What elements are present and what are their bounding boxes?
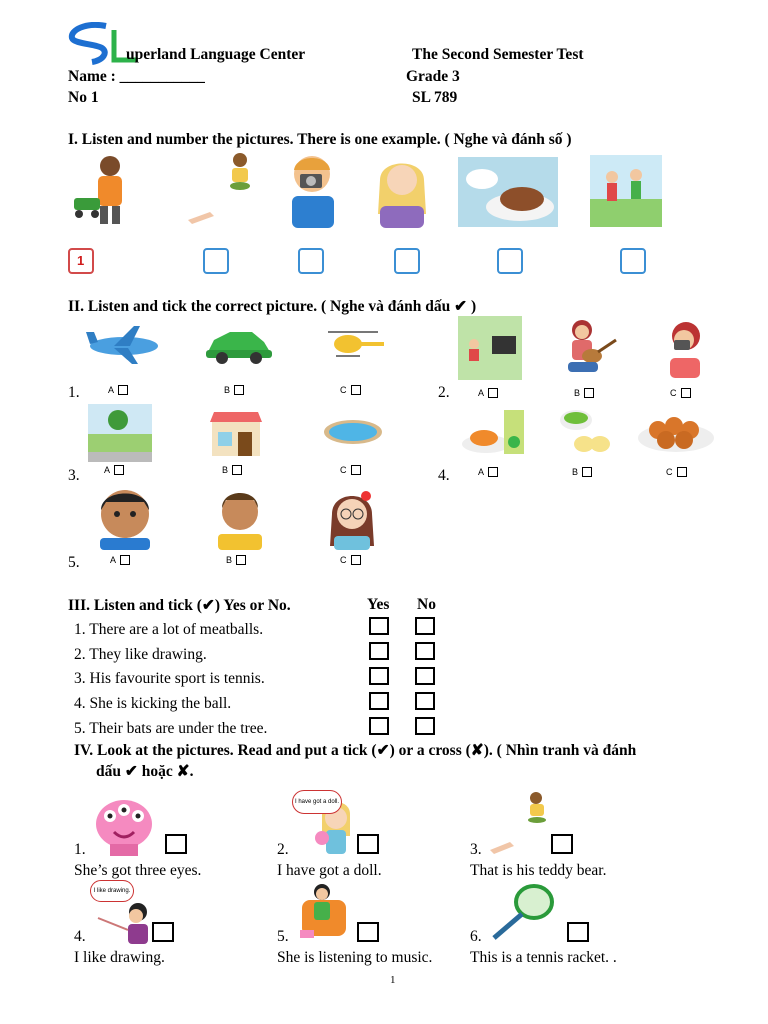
q2-option-a[interactable] (478, 388, 498, 398)
speech-bubble-doll: I have got a doll. (292, 790, 342, 814)
q4-option-a[interactable] (478, 467, 498, 477)
answer-box-2[interactable] (203, 248, 229, 274)
p2-checkbox[interactable] (357, 834, 379, 854)
section-4-title: IV. Look at the pictures. Read and put a tick (✔) or a cross (✘). ( Nhìn tranh và đánh (74, 742, 637, 759)
speech-bubble-drawing: I like drawing. (90, 880, 134, 902)
option-label: A (110, 555, 117, 565)
answer-box-6[interactable] (620, 248, 646, 274)
boy-with-toy-car-picture (70, 152, 140, 228)
section-3-title: III. Listen and tick (✔) Yes or No. (68, 597, 291, 614)
p1-number: 1. (74, 841, 86, 858)
test-title: The Second Semester Test (412, 46, 584, 63)
q1-option-b[interactable] (224, 385, 244, 395)
statement-2: 2. They like drawing. (74, 646, 207, 663)
option-label: B (574, 388, 581, 398)
no-checkbox-5[interactable] (415, 717, 435, 735)
grade-label: Grade 3 (406, 68, 460, 85)
girl-guitar-picture (560, 316, 622, 382)
q4-option-b[interactable] (572, 467, 592, 477)
blonde-girl-picture (370, 154, 434, 228)
q2-option-b[interactable] (574, 388, 594, 398)
option-label: C (340, 555, 347, 565)
p6-checkbox[interactable] (567, 922, 589, 942)
option-label: A (478, 388, 485, 398)
p5-checkbox[interactable] (357, 922, 379, 942)
pointing-at-teddy-bear-picture (488, 790, 552, 854)
q4-option-c[interactable] (666, 467, 687, 477)
p2-number: 2. (277, 841, 289, 858)
no-checkbox-2[interactable] (415, 642, 435, 660)
yes-checkbox-1[interactable] (369, 617, 389, 635)
pink-monster-picture (88, 786, 160, 856)
section-1-title: I. Listen and number the pictures. There is one example. ( Nghe và đánh số ) (68, 131, 572, 148)
page-number: 1 (390, 974, 396, 986)
vegetables-and-eggs-picture (556, 404, 616, 456)
answer-box-3[interactable] (298, 248, 324, 274)
p1-sentence: She’s got three eyes. (74, 862, 202, 879)
q5-number: 5. (68, 554, 80, 571)
meatballs-picture (636, 404, 716, 456)
option-label: A (108, 385, 115, 395)
p5-sentence: She is listening to music. (277, 949, 433, 966)
pointing-at-teddy-picture (184, 150, 258, 228)
tennis-racket-picture (488, 880, 560, 942)
girl-glasses-picture (324, 486, 380, 550)
statement-3: 3. His favourite sport is tennis. (74, 670, 265, 687)
option-label: A (104, 465, 111, 475)
option-label: C (340, 385, 347, 395)
watching-tv-picture (458, 316, 522, 380)
p5-number: 5. (277, 928, 289, 945)
example-number: 1 (77, 253, 85, 268)
q3-option-c[interactable] (340, 465, 361, 475)
option-label: B (222, 465, 229, 475)
statement-1: 1. There are a lot of meatballs. (74, 621, 264, 638)
section-4-title-line2: dấu ✔ hoặc ✘. (96, 763, 194, 780)
school-name: uperland Language Center (126, 46, 306, 63)
q1-option-c[interactable] (340, 385, 361, 395)
no-checkbox-3[interactable] (415, 667, 435, 685)
q3-option-b[interactable] (222, 465, 242, 475)
yes-checkbox-5[interactable] (369, 717, 389, 735)
option-label: C (670, 388, 677, 398)
option-label: B (572, 467, 579, 477)
test-number: No 1 (68, 89, 99, 106)
shop-picture (208, 408, 264, 458)
no-checkbox-1[interactable] (415, 617, 435, 635)
statement-4: 4. She is kicking the ball. (74, 695, 232, 712)
boy-brown-hair-picture (210, 486, 270, 550)
q3-option-a[interactable] (104, 465, 124, 475)
q5-option-c[interactable] (340, 555, 361, 565)
example-answer-box (68, 248, 94, 274)
yes-header: Yes (367, 596, 390, 613)
q5-option-a[interactable] (110, 555, 130, 565)
p2-sentence: I have got a doll. (277, 862, 382, 879)
q1-number: 1. (68, 384, 80, 401)
p6-number: 6. (470, 928, 482, 945)
p4-number: 4. (74, 928, 86, 945)
answer-box-4[interactable] (394, 248, 420, 274)
p1-checkbox[interactable] (165, 834, 187, 854)
helicopter-picture (318, 328, 386, 362)
yes-checkbox-3[interactable] (369, 667, 389, 685)
q5-option-b[interactable] (226, 555, 246, 565)
p6-sentence: This is a tennis racket. . (470, 949, 617, 966)
sl-code: SL 789 (412, 89, 458, 106)
q1-option-a[interactable] (108, 385, 128, 395)
no-header: No (417, 596, 436, 613)
girl-in-armchair-picture (294, 880, 350, 942)
p4-checkbox[interactable] (152, 922, 174, 942)
q2-number: 2. (438, 384, 450, 401)
girl-camera-picture (660, 318, 710, 380)
option-label: C (666, 467, 673, 477)
yes-checkbox-4[interactable] (369, 692, 389, 710)
p3-sentence: That is his teddy bear. (470, 862, 607, 879)
yes-checkbox-2[interactable] (369, 642, 389, 660)
option-label: B (226, 555, 233, 565)
green-car-picture (204, 326, 274, 366)
kids-running-picture (590, 155, 662, 227)
option-label: C (340, 465, 347, 475)
p4-sentence: I like drawing. (74, 949, 165, 966)
name-field[interactable]: Name : ___________ (68, 68, 205, 85)
airplane-picture (84, 322, 160, 366)
statement-5: 5. Their bats are under the tree. (74, 720, 268, 737)
option-label: A (478, 467, 485, 477)
answer-box-5[interactable] (497, 248, 523, 274)
q4-number: 4. (438, 467, 450, 484)
no-checkbox-4[interactable] (415, 692, 435, 710)
rice-and-meat-picture (458, 157, 558, 227)
q2-option-c[interactable] (670, 388, 691, 398)
option-label: B (224, 385, 231, 395)
section-2-title: II. Listen and tick the correct picture. ( Nghe và đánh dấu ✔ ) (68, 298, 477, 315)
p3-checkbox[interactable] (551, 834, 573, 854)
p3-number: 3. (470, 841, 482, 858)
boy-black-hair-picture (88, 484, 162, 550)
q3-number: 3. (68, 467, 80, 484)
boy-with-camera-picture (282, 152, 344, 228)
park-picture (88, 404, 152, 462)
juice-and-food-picture (460, 404, 530, 460)
pool-picture (322, 416, 384, 448)
